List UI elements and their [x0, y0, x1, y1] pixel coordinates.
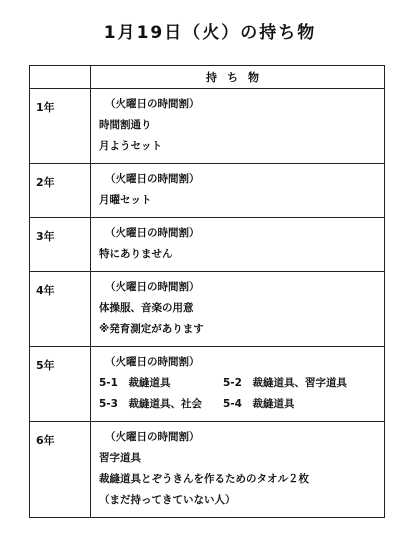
table-header-row — [30, 66, 385, 89]
item-line: 特にありません — [99, 248, 173, 260]
items-cell — [91, 164, 385, 218]
items-cell — [91, 89, 385, 164]
table-row-grade-6 — [30, 422, 385, 518]
item-line: 月曜セット — [99, 194, 152, 206]
class-item: 5-3 裁縫道具、社会 — [99, 398, 202, 410]
grade-label: 5年 — [30, 347, 91, 422]
table-row-grade-4 — [30, 272, 385, 347]
grade-column-header — [30, 66, 91, 89]
grade-label: 4年 — [30, 272, 91, 347]
item-line: （まだ持ってきていない人） — [99, 494, 236, 506]
class-item: 5-1 裁縫道具 — [99, 377, 171, 389]
timetable-heading: （火曜日の時間割） — [105, 431, 200, 443]
timetable-heading: （火曜日の時間割） — [105, 281, 200, 293]
table-row-grade-1 — [30, 89, 385, 164]
page-title: 1月19日（火）の持ち物 — [103, 23, 317, 43]
items-table — [29, 65, 385, 518]
items-column-header: 持ち物 — [91, 66, 385, 89]
grade-label: 3年 — [30, 218, 91, 272]
item-line: 習字道具 — [99, 452, 141, 464]
items-cell — [91, 347, 385, 422]
items-cell — [91, 218, 385, 272]
class-item: 5-4 裁縫道具 — [223, 398, 295, 410]
grade-label: 2年 — [30, 164, 91, 218]
grade-label: 1年 — [30, 89, 91, 164]
item-line: 裁縫道具とぞうきんを作るためのタオル２枚 — [99, 473, 309, 485]
timetable-heading: （火曜日の時間割） — [105, 227, 200, 239]
timetable-heading: （火曜日の時間割） — [105, 356, 200, 368]
item-line: 体操服、音楽の用意 — [99, 302, 194, 314]
items-cell — [91, 422, 385, 518]
class-item: 5-2 裁縫道具、習字道具 — [223, 377, 347, 389]
table-row-grade-3 — [30, 218, 385, 272]
item-line: 月ようセット — [99, 140, 162, 152]
timetable-heading: （火曜日の時間割） — [105, 98, 200, 110]
class-items-grid — [95, 373, 384, 415]
grade-label: 6年 — [30, 422, 91, 518]
timetable-heading: （火曜日の時間割） — [105, 173, 200, 185]
item-line: ※発育測定があります — [99, 323, 204, 335]
table-row-grade-5 — [30, 347, 385, 422]
items-cell — [91, 272, 385, 347]
table-row-grade-2 — [30, 164, 385, 218]
item-line: 時間割通り — [99, 119, 152, 131]
